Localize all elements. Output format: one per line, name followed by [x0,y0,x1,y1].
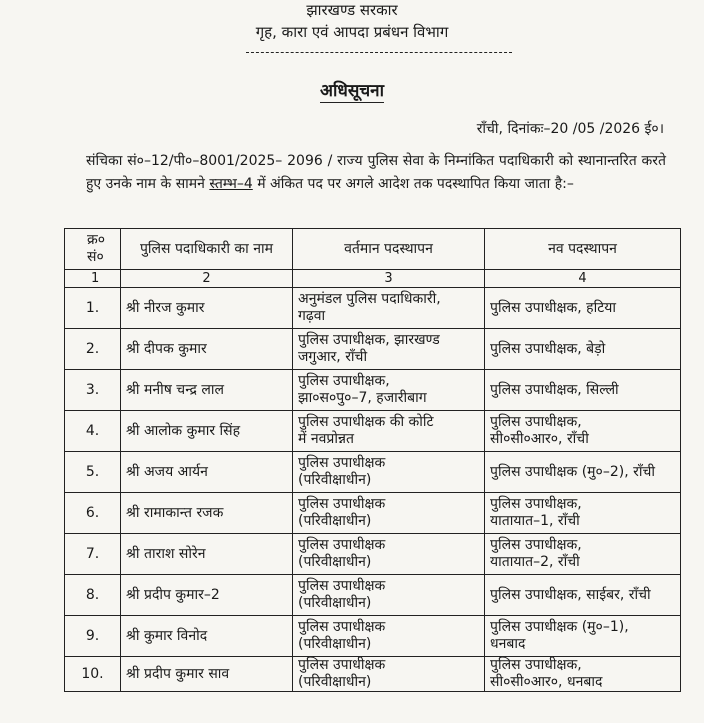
new-posting-line: पुलिस उपाधीक्षक, [490,537,582,553]
place-date: राँची, दिनांकः–20 /05 /2026 ई०। [476,121,664,137]
current-posting-line: पुलिस उपाधीक्षक, झारखण्ड [298,332,440,348]
header-new-posting: नव पदस्थापन [485,229,681,270]
current-posting-line: जगुआर, राँची [298,349,368,365]
table-header-row [65,229,681,270]
new-posting [485,288,681,329]
new-posting [485,657,681,692]
new-posting-line: पुलिस उपाधीक्षक, [490,414,582,430]
table-body [65,288,681,692]
table-row [65,370,681,411]
new-posting-line: पुलिस उपाधीक्षक, [490,657,582,673]
transfer-table [64,228,681,692]
officer-name: श्री ताराश सोरेन [121,534,293,575]
current-posting [293,493,485,534]
current-posting-line: (परिवीक्षाधीन) [298,554,372,570]
new-posting-line: यातायात–1, राँची [490,513,580,529]
serial-number: 10. [65,657,121,692]
serial-number: 9. [65,616,121,657]
table-row [65,657,681,692]
officer-name: श्री प्रदीप कुमार–2 [121,575,293,616]
notification-title [0,80,704,102]
serial-number: 1. [65,288,121,329]
header-divider [246,52,512,53]
serial-number: 7. [65,534,121,575]
current-posting-line: पुलिस उपाधीक्षक [298,578,386,594]
serial-number: 6. [65,493,121,534]
officer-name: श्री आलोक कुमार सिंह [121,411,293,452]
current-posting [293,452,485,493]
new-posting-line: पुलिस उपाधीक्षक (मु०–2), राँची [490,463,655,480]
new-posting-line: पुलिस उपाधीक्षक, साईबर, राँची [490,586,651,603]
new-posting-line: यातायात–2, राँची [490,554,580,570]
current-posting [293,329,485,370]
serial-number: 8. [65,575,121,616]
table-row [65,534,681,575]
new-posting [485,452,681,493]
current-posting-line: पुलिस उपाधीक्षक [298,455,386,471]
new-posting [485,493,681,534]
table-row [65,493,681,534]
title-text: अधिसूचना [320,81,384,101]
current-posting-line: (परिवीक्षाधीन) [298,513,372,529]
body-part-2: में अंकित पद पर अगले आदेश तक पदस्थापित किया जाता है:– [252,176,574,192]
table-row [65,575,681,616]
new-posting [485,411,681,452]
officer-name: श्री प्रदीप कुमार साव [121,657,293,692]
new-posting [485,534,681,575]
current-posting-line: झा०स०पु०–7, हजारीबाग [298,390,427,406]
serial-number: 4. [65,411,121,452]
government-heading: झारखण्ड सरकार [306,1,398,19]
new-posting [485,575,681,616]
current-posting-line: (परिवीक्षाधीन) [298,472,372,488]
current-posting-line: (परिवीक्षाधीन) [298,595,372,611]
current-posting-line: पुलिस उपाधीक्षक, [298,373,390,389]
current-posting-line: पुलिस उपाधीक्षक [298,496,386,512]
current-posting-line: पुलिस उपाधीक्षक [298,537,386,553]
new-posting-line: सी०सी०आर०, धनबाद [490,674,603,690]
officer-name: श्री अजय आर्यन [121,452,293,493]
current-posting-line: (परिवीक्षाधीन) [298,636,372,652]
current-posting-line: गढ़वा [298,308,326,324]
current-posting-line: पुलिस उपाधीक्षक [298,657,386,673]
current-posting-line: (परिवीक्षाधीन) [298,674,372,690]
new-posting-line: पुलिस उपाधीक्षक, [490,496,582,512]
table-row [65,288,681,329]
department-heading: गृह, कारा एवं आपदा प्रबंधन विभाग [255,23,449,41]
current-posting [293,534,485,575]
header-current-posting: वर्तमान पदस्थापन [293,229,485,270]
current-posting-line: पुलिस उपाधीक्षक की कोटि [298,414,434,430]
table-row [65,411,681,452]
new-posting-line: सी०सी०आर०, राँची [490,431,589,447]
new-posting-line: पुलिस उपाधीक्षक (मु०–1), [490,619,629,635]
new-posting-line: पुलिस उपाधीक्षक, हटिया [490,299,617,316]
column-reference: स्तम्भ–4 [209,176,253,192]
serial-number: 3. [65,370,121,411]
new-posting [485,616,681,657]
column-number: 2 [121,270,293,288]
new-posting-line: धनबाद [490,636,526,652]
current-posting-line: अनुमंडल पुलिस पदाधिकारी, [298,291,441,307]
current-posting [293,616,485,657]
current-posting-line: पुलिस उपाधीक्षक [298,619,386,635]
new-posting [485,370,681,411]
officer-name: श्री दीपक कुमार [121,329,293,370]
column-number-row [65,270,681,288]
column-number: 4 [485,270,681,288]
header-serial: क्र० सं० [65,229,121,270]
officer-name: श्री कुमार विनोद [121,616,293,657]
current-posting [293,575,485,616]
officer-name: श्री मनीष चन्द्र लाल [121,370,293,411]
officer-name: श्री नीरज कुमार [121,288,293,329]
body-part-1: संचिका सं०–12/पी०–8001/2025– 2096 / राज्य पुलिस सेवा के निम्नांकित पदाधिकारी को स्थानान्तरित करते हुए उनके नाम के सामने [86,153,666,192]
header-officer-name: पुलिस पदाधिकारी का नाम [121,229,293,270]
serial-number: 2. [65,329,121,370]
new-posting [485,329,681,370]
serial-number: 5. [65,452,121,493]
officer-name: श्री रामाकान्त रजक [121,493,293,534]
current-posting [293,370,485,411]
table-row [65,329,681,370]
current-posting [293,288,485,329]
current-posting-line: में नवप्रोन्नत [298,431,354,447]
notification-body [86,150,666,196]
new-posting-line: पुलिस उपाधीक्षक, सिल्ली [490,381,619,398]
column-number: 1 [65,270,121,288]
current-posting [293,411,485,452]
column-number: 3 [293,270,485,288]
new-posting-line: पुलिस उपाधीक्षक, बेड़ो [490,340,606,357]
table-row [65,452,681,493]
current-posting [293,657,485,692]
table-row [65,616,681,657]
